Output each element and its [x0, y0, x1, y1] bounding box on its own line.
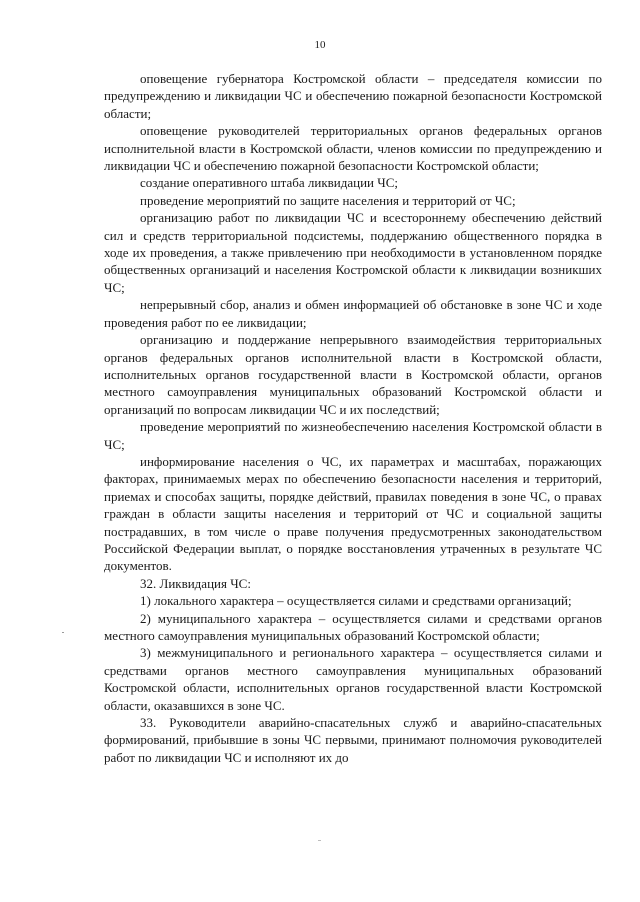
paragraph: оповещение губернатора Костромской области – председателя комиссии по предупреждению и ликвидации ЧС и обеспечению пожарной безопасности Костромской области;: [104, 71, 602, 121]
paragraph: организацию работ по ликвидации ЧС и всестороннему обеспечению действий сил и средств территориальной подсистемы, поддержанию общественного порядка в ходе их проведения, а также привлечению при необходимости в установленном порядке общественных организаций и населения Костромской области к ликвидации возникших ЧС;: [104, 210, 602, 295]
scan-artifact: [318, 840, 321, 841]
list-item: 3) межмуниципального и регионального характера – осуществляется силами и средствами органов местного самоуправления муниципальных образований Костромской области, исполнительных органов государственной власти Костромской области, оказавшихся в зоне ЧС.: [104, 645, 602, 713]
paragraph: 33. Руководители аварийно-спасательных служб и аварийно-спасательных формирований, прибывшие в зоны ЧС первыми, принимают полномочия руководителей работ по ликвидации ЧС и исполняют их до: [104, 715, 602, 765]
document-body: [104, 70, 602, 766]
paragraph: проведение мероприятий по жизнеобеспечению населения Костромской области в ЧС;: [104, 419, 602, 452]
section-heading: 32. Ликвидация ЧС:: [140, 575, 251, 591]
paragraph: оповещение руководителей территориальных органов федеральных органов исполнительной власти в Костромской области, членов комиссии по предупреждению и ликвидации ЧС и обеспечению пожарной безопасности Костромской области;: [104, 123, 602, 174]
paragraph: проведение мероприятий по защите населения и территорий от ЧС;: [140, 192, 516, 208]
list-item: 2) муниципального характера – осуществляется силами и средствами органов местного самоуправления муниципальных образований Костромской области;: [104, 610, 602, 643]
scan-artifact: [62, 632, 64, 633]
paragraph: информирование населения о ЧС, их параметрах и масштабах, поражающих факторах, принимаемых мерах по обеспечению безопасности населения и территорий, приемах и способах защиты, порядке действий, правилах поведения в зоне ЧС, о правах граждан в области защиты населения и территорий от ЧС и социальной защиты пострадавших, в том числе о праве получения предусмотренных законодательством Российской Федерации выплат, о порядке восстановления утраченных в результате ЧС документов.: [104, 453, 602, 574]
paragraph: создание оперативного штаба ликвидации ЧС;: [140, 175, 398, 191]
list-item: 1) локального характера – осуществляется силами и средствами организаций;: [140, 593, 572, 609]
paragraph: непрерывный сбор, анализ и обмен информацией об обстановке в зоне ЧС и ходе проведения работ по ее ликвидации;: [104, 297, 602, 330]
paragraph: организацию и поддержание непрерывного взаимодействия территориальных органов федеральных органов исполнительной власти в Костромской области, исполнительных органов государственной власти в Костромской области, органов местного самоуправления муниципальных образований Костромской области и организаций по вопросам ликвидации ЧС и их последствий;: [104, 332, 602, 417]
page-number: 10: [314, 39, 326, 51]
